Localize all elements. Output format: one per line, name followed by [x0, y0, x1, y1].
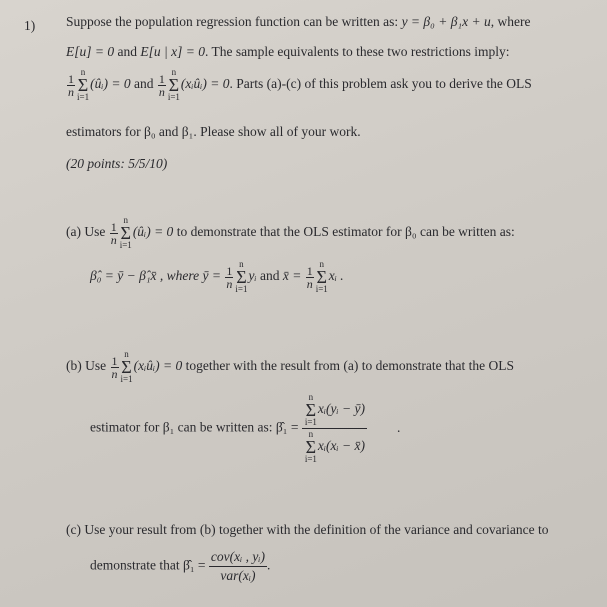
intro-line-2 — [66, 44, 510, 60]
intro-and-1: and — [114, 44, 141, 59]
x-sum-term: xᵢ . — [328, 268, 344, 284]
summation-symbol: n Σ i=1 — [304, 392, 317, 427]
intro-text-2b: . The sample equivalents to these two restrictions imply: — [204, 44, 510, 59]
part-c-line-2 — [90, 548, 270, 585]
part-c-demonstrate-text: demonstrate that β̂₁ = — [90, 557, 209, 573]
summation-symbol: n Σ i=1 — [304, 429, 317, 464]
intro-line-3 — [66, 68, 532, 102]
part-c-line-1: (c) Use your result from (b) together with the definition of the variance and covariance to — [66, 522, 549, 537]
summation-symbol: n Σ i=1 — [235, 259, 248, 294]
ybar-label: ȳ = — [202, 268, 225, 284]
one-over-n-fraction: $\frac{1}{n}$ — [110, 219, 117, 247]
cov-numerator: cov(xᵢ , yᵢ) — [209, 548, 267, 567]
one-over-n-fraction: $\frac{1}{n}$ — [111, 353, 118, 381]
population-regression-equation: y = β₀ + β₁x + u — [401, 14, 491, 29]
part-b-line-2 — [90, 392, 400, 465]
one-over-n-fraction: $\frac{1}{n}$ — [306, 263, 313, 291]
part-a-label: (a) Use — [66, 224, 109, 240]
x-residual-sum-eq: (xᵢûᵢ) = 0 — [180, 76, 230, 92]
one-over-n-fraction: $\frac{1}{n}$ — [226, 263, 233, 291]
xbar-label: x̄ = — [282, 268, 305, 284]
summation-symbol: n Σ i=1 — [315, 259, 328, 294]
intro-line-1 — [66, 14, 530, 30]
part-b-period: . — [397, 419, 401, 435]
part-b-line-1 — [66, 350, 514, 384]
intro-text-3b: . Parts (a)-(c) of this problem ask you to derive the OLS — [229, 76, 532, 92]
part-b-text: together with the result from (a) to demonstrate that the OLS — [182, 358, 514, 374]
residual-sum-eq: (ûᵢ) = 0 — [90, 76, 131, 92]
part-a-line-1 — [66, 216, 515, 250]
points-note: (20 points: 5/5/10) — [66, 156, 168, 171]
part-b-equation: (xᵢûᵢ) = 0 — [133, 358, 183, 374]
and-word: and — [256, 268, 283, 284]
one-over-n-fraction: $\frac{1}{n}$ — [68, 71, 74, 99]
var-denominator: var(xᵢ) — [220, 568, 256, 583]
intro-line-4: estimators for β₀ and β₁. Please show all of your work. — [66, 124, 361, 139]
summation-symbol: n Σ i=1 — [77, 67, 90, 102]
beta1-ratio-fraction — [302, 392, 367, 465]
part-c-period: . — [267, 557, 271, 573]
part-b-label: (b) Use — [66, 358, 110, 374]
beta1-denominator: n Σ i=1xᵢ(xᵢ − x̄) — [304, 429, 366, 464]
question-number: 1) — [24, 18, 36, 33]
summation-symbol: n Σ i=1 — [120, 349, 133, 384]
expectation-eq-1: E[u] = 0 — [66, 44, 115, 59]
beta1-numerator: n Σ i=1xᵢ(yᵢ − ȳ) — [302, 392, 367, 429]
cov-over-var-fraction — [209, 548, 267, 585]
intro-and-2: and — [130, 76, 157, 92]
intro-text-1a: Suppose the population regression function can be written as: — [66, 14, 402, 29]
summation-symbol: n Σ i=1 — [167, 67, 180, 102]
intro-text-1b: , where — [490, 14, 531, 29]
expectation-eq-2: E[u | x] = 0 — [140, 44, 205, 59]
summation-symbol: n Σ i=1 — [119, 215, 132, 250]
y-sum-term: yᵢ — [248, 268, 257, 284]
one-over-n-fraction: $\frac{1}{n}$ — [158, 71, 165, 99]
part-a-text: to demonstrate that the OLS estimator for β₀ can be written as: — [173, 224, 515, 240]
part-a-equation: (ûᵢ) = 0 — [132, 224, 174, 240]
part-a-result — [90, 260, 344, 294]
beta0-hat-formula: β̂₀ = ȳ − β̂₁x̄ , where — [90, 268, 203, 284]
part-b-estimator-text: estimator for β₁ can be written as: β̂₁ = — [90, 419, 302, 435]
